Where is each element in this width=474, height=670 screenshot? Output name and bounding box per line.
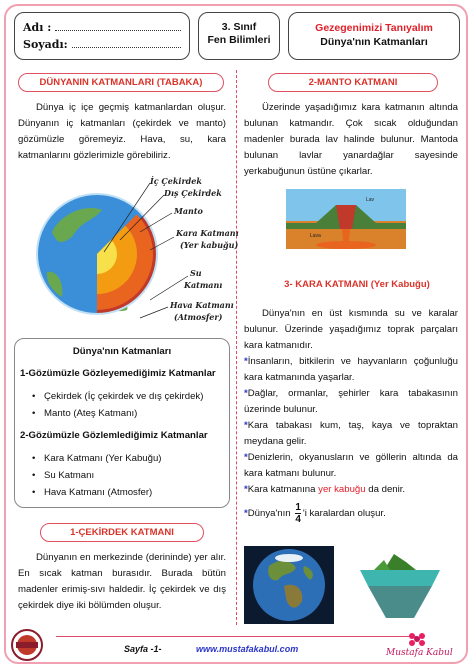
- grade-label: 3. Sınıf: [221, 21, 257, 33]
- label-water: Su: [190, 268, 202, 278]
- section-crust-title: 3- KARA KATMANI (Yer Kabuğu): [272, 276, 442, 293]
- topic-title: Dünya'nın Katmanları: [320, 36, 428, 48]
- section-mantle-text: Üzerinde yaşadığımız kara katmanın altında bulunan katmandır. Çok sıcak olduğundan madenler burada lav halinde bulunur. Mantoda bulunan lavlar yanardağlar sayesinde yerkabuğunun üstüne çıkarlar.: [244, 102, 458, 177]
- label-air: Hava Katmanı: [170, 300, 234, 310]
- volcano-label-lav: Lav: [366, 197, 375, 203]
- label-outer-core: Dış Çekirdek: [164, 188, 222, 198]
- label-crust-sub: (Yer kabuğu): [180, 240, 239, 250]
- layers-summary-title: Dünya'nın Katmanları: [72, 346, 172, 357]
- label-crust: Kara Katmanı: [176, 228, 239, 238]
- page-number: Sayfa -1-: [124, 644, 162, 654]
- section-core-text: Dünyanın en merkezinde (derininde) yer alır. En sıcak katman burasıdır. Burada bütün madenler erimiş-sıvı haldedir. İç çekirdek ve dış çekirdek diye iki bölümden oluşur.: [18, 552, 226, 611]
- section-layers-text: Dünya iç içe geçmiş katmanlardan oluşur. Dünyanın iç katmanları (çekirdek ve manto) gözümüzle göremeyiz. Hava, su, kara katmanlarını gözlerimizle görebiliriz.: [18, 102, 226, 161]
- crust-bullet: *Denizlerin, okyanusların ve göllerin altında da kara katmanı bulunur.: [244, 452, 458, 479]
- list-item: • Su Katmanı: [30, 467, 226, 484]
- unit-title: Gezegenimizi Tanıyalım: [315, 22, 433, 34]
- name-label: Adı :: [23, 21, 52, 34]
- section-mantle-title: 2-MANTO KATMANI: [268, 73, 438, 92]
- list-item: • Hava Katmanı (Atmosfer): [30, 484, 226, 501]
- crust-bullet: *Kara katmanına yer kabuğu da denir.: [244, 484, 406, 495]
- footer: [8, 636, 466, 662]
- crust-bullet: *Kara tabakası kum, taş, kaya ve topraktan meydana gelir.: [244, 420, 458, 447]
- flower-logo-icon: [406, 630, 428, 648]
- visible-layers-title: 2-Gözümüzle Gözlemlediğimiz Katmanlar: [20, 430, 208, 441]
- list-item: • Kara Katmanı (Yer Kabuğu): [30, 450, 226, 467]
- fraction: $\frac{1}{4}$: [295, 502, 301, 525]
- section-crust-text: Dünya'nın en üst kısmında su ve karalar bulunur. Üzerinde yaşadığımız toprak parçaları kara katmanıdır. *İnsanların, bitkilerin ve hayvanların çoğunluğu kara katmanında yaşarlar. *Dağlar, ormanlar, şehirler kara tabakasının üzerinde bulunur. *Kara tabakası kum, taş, kaya ve topraktan meydana gelir. *Denizlerin, okyanusların ve göllerin altında da kara katmanı bulunur. *Kara katmanına yer kabuğu da denir. *Dünya'nın $\frac{1}{4}$ 'i karalardan oluşur.: [244, 308, 458, 525]
- island-crust-photo: [354, 546, 446, 624]
- label-water-sub: Katmanı: [184, 280, 223, 290]
- section-layers-title: DÜNYANIN KATMANLARI (TABAKA): [18, 73, 224, 92]
- visible-layers-list: [30, 450, 226, 501]
- volcano-illustration: [286, 189, 406, 249]
- label-mantle: Manto: [174, 206, 203, 216]
- crust-bullet: *İnsanların, bitkilerin ve hayvanların çoğunluğu kara katmanında yaşarlar.: [244, 356, 458, 383]
- list-item: • Manto (Ateş Katmanı): [30, 405, 226, 422]
- subject-label: Fen Bilimleri: [207, 34, 271, 46]
- label-air-sub: (Atmosfer): [174, 312, 223, 322]
- footer-divider: [56, 636, 416, 637]
- author-signature: Mustafa Kabul: [386, 648, 453, 658]
- crust-bullet-fraction: *Dünya'nın $\frac{1}{4}$ 'i karalardan oluşur.: [244, 502, 386, 525]
- earth-photo: [244, 546, 334, 624]
- label-inner-core: İç Çekirdek: [150, 176, 202, 186]
- volcano-label-lava: Lava: [310, 233, 321, 239]
- invisible-layers-title: 1-Gözümüzle Gözleyemediğimiz Katmanlar: [20, 368, 216, 379]
- crust-bullet: *Dağlar, ormanlar, şehirler kara tabakasının üzerinde bulunur.: [244, 388, 458, 415]
- invisible-layers-list: [30, 388, 226, 422]
- section-core-title: 1-ÇEKİRDEK KATMANI: [40, 523, 204, 542]
- website-link[interactable]: www.mustafakabul.com: [196, 644, 299, 654]
- surname-label: Soyadı:: [23, 38, 68, 51]
- list-item: • Çekirdek (İç çekirdek ve dış çekirdek): [30, 388, 226, 405]
- author-seal-icon: [10, 628, 44, 662]
